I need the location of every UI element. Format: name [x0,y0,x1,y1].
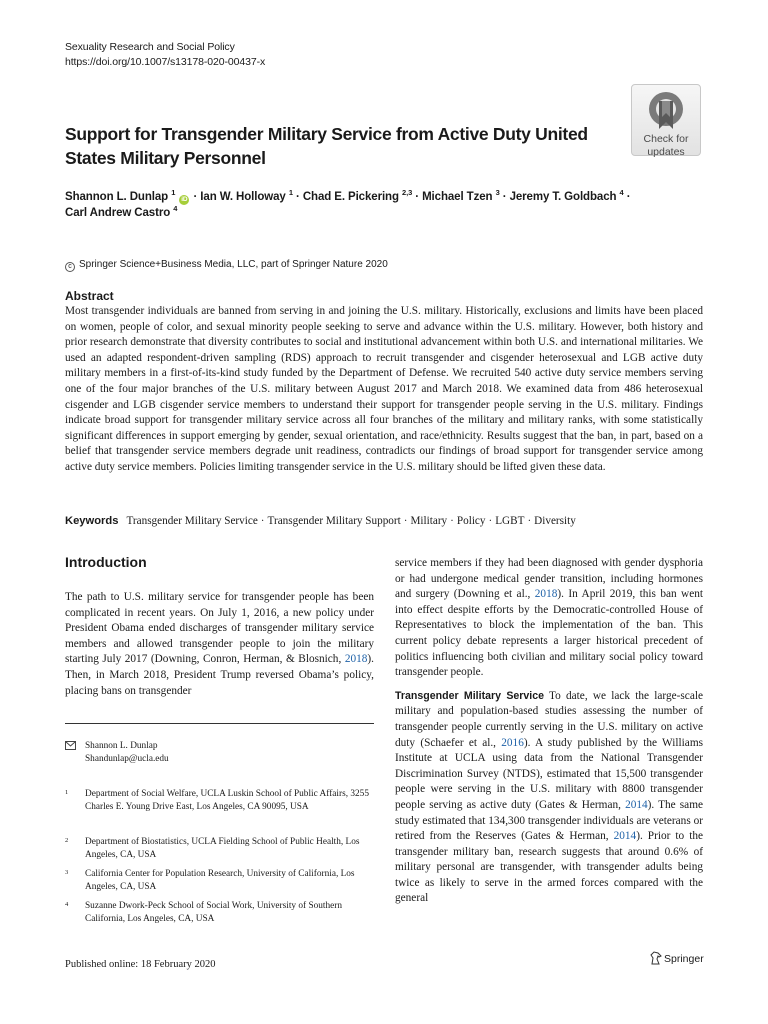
affiliation-text: Department of Biostatistics, UCLA Fielding School of Public Health, Los Angeles, CA, USA [85,837,360,860]
springer-horse-icon [650,951,662,965]
keyword: Transgender Military Service [126,515,258,527]
affiliation-number: 4 [65,901,69,908]
affiliation-4 [65,900,374,926]
author-affiliation-sup: 4 [173,204,178,214]
copyright-icon: c [65,262,75,272]
springer-logo [650,951,704,966]
author-affiliation-sup: 1 [171,188,176,198]
affiliation-text: Department of Social Welfare, UCLA Luskin School of Public Affairs, 3255 Charles E. Young Drive East, Los Angeles, CA 90095, USA [85,789,369,812]
correspondence-name: Shannon L. Dunlap [85,741,158,751]
check-for-updates-badge[interactable] [631,84,701,156]
affiliation-text: California Center for Population Research, University of California, Los Angeles, CA, USA [85,869,355,892]
badge-label-1: Check for [643,133,689,145]
author-name[interactable]: Carl Andrew Castro [65,207,171,219]
runin-heading: Transgender Military Service [395,689,545,702]
affiliation-number: 3 [65,869,69,876]
affiliation-number: 1 [65,789,69,796]
published-date: Published online: 18 February 2020 [65,959,216,970]
citation-link[interactable]: 2018 [344,653,368,666]
author-name[interactable]: Michael Tzen [422,191,493,203]
author-name[interactable]: Chad E. Pickering [302,191,399,203]
abstract-heading: Abstract [65,289,114,303]
author-affiliation-sup: 2,3 [402,188,413,198]
affiliation-number: 2 [65,837,69,844]
author-affiliation-sup: 3 [495,188,500,198]
citation-link[interactable]: 2016 [501,736,524,749]
copyright-line [65,258,388,272]
keywords-heading: Keywords [65,515,119,527]
intro-right-column [395,556,703,915]
envelope-icon [65,741,76,750]
keyword: Diversity [534,515,576,527]
citation-link[interactable]: 2018 [534,588,558,601]
badge-label-2: updates [647,146,685,158]
author-affiliation-sup: 4 [619,188,624,198]
author-name[interactable]: Jeremy T. Goldbach [509,191,617,203]
citation-link[interactable]: 2014 [625,798,648,811]
intro-paragraph-right-1: service members if they had been diagnosed with gender dysphoria or had undergone medical gender transition, including hormones and surgery (Downing et al., 2018). In April 2019, this ban went into effect despite efforts by the Democratic-controlled House of Representatives to block the implementation of the ban. This current policy debate represents a larger historical precedent of politics influencing both civilian and military social policy toward transgender people. [395,557,703,679]
keyword: Policy [456,515,486,527]
keyword: Transgender Military Support [267,515,401,527]
bookmark-ring-icon [646,89,686,131]
copyright-text: Springer Science+Business Media, LLC, part of Springer Nature 2020 [79,259,388,270]
author-name[interactable]: Ian W. Holloway [200,191,286,203]
correspondence-email[interactable]: Shandunlap@ucla.edu [85,754,169,764]
journal-name: Sexuality Research and Social Policy [65,41,235,53]
journal-header [65,40,265,70]
publisher-name: Springer [664,953,704,965]
intro-paragraph-right-2: Transgender Military Service To date, we lack the large-scale military and population-based studies assessing the number of transgender people currently serving in the U.S. military on active duty (Schaefer et al., 2016). A study published by the Williams Institute at UCLA using data from the National Transgender Discrimination Survey (NTDS), estimated that 15,500 transgender people were serving in the U.S. military with 8800 transgender people serving as active duty (Gates & Herman, 2014). The same study estimated that 134,300 transgender individuals are veterans or retired from the Reserves (Gates & Herman, 2014). Prior to the transgender military ban, research suggests that around 0.6% of military personal are transgender, with transgender adults being twice as likely to serve in the armed forces compared with the general [395,689,703,905]
keyword: LGBT [495,515,525,527]
affiliation-1 [65,788,374,814]
introduction-heading: Introduction [65,554,147,570]
keyword: Military [410,515,448,527]
abstract-text: Most transgender individuals are banned from serving in and joining the U.S. military. Historically, exclusions and limits have been placed on women, people of color, and sexual minority people seeking to serve and advance within the U.S. military. However, both history and prior research demonstrate that diversity contributes to social and institutional advancement within both U.S. and international militaries. We used an adapted respondent-driven sampling (RDS) approach to recruit transgender and cisgender heterosexual and LGB active duty military members in a first-of-its-kind study funded by the Department of Defense. We recruited 540 active duty service members serving one of the four major branches of the U.S. military between August 2017 and March 2018. We examined data from 486 heterosexual cisgender and LGB cisgender service members to understand their support for transgender people serving in the U.S. military. Findings indicate broad support for transgender military service across all four branches of the military and military ranks, with some statistically significant differences in support emerging by gender, sexual orientation, and race/ethnicity. Results suggest that the ban, in part, based on a belief that transgender service members degrade unit readiness, contradicts our findings of broad support for transgender service among active duty service members. Policies limiting transgender service in the U.S. military should be lifted given these data. [65,305,703,473]
affiliation-text: Suzanne Dwork-Peck School of Social Work, University of Southern California, Los Angeles, CA, USA [85,901,343,924]
author-list: Shannon L. Dunlap $^1$ iD · Ian W. Holloway $^1$ · Chad E. Pickering $^{2,3}$ · Michael Tzen $^3$ · Jeremy T. Goldbach $^4$ · Carl Andrew Castro $^4$ [65,188,631,219]
citation-link[interactable]: 2014 [613,830,637,843]
keywords-line: Keywords Transgender Military Service · Transgender Military Support · Military · Policy · LGBT · Diversity [65,515,576,527]
footnote-divider [65,723,374,724]
affiliation-2 [65,836,374,862]
author-affiliation-sup: 1 [288,188,293,198]
affiliation-3 [65,868,374,894]
orcid-icon[interactable]: iD [181,196,188,203]
author-name[interactable]: Shannon L. Dunlap [65,191,169,203]
doi-link[interactable]: https://doi.org/10.1007/s13178-020-00437-x [65,56,266,68]
intro-paragraph-left: The path to U.S. military service for transgender people has been complicated in recent years. On July 1, 2016, a new policy under President Obama ended discharges of transgender military service members and allowed transgender people to join the military starting July 2017 (Downing, Conron, Herman, & Blosnich, 2018). Then, in March 2018, President Trump reversed Obama’s policy, placing bans on transgender [65,591,374,697]
article-title: Support for Transgender Military Service from Active Duty United States Military Personnel [65,124,588,168]
